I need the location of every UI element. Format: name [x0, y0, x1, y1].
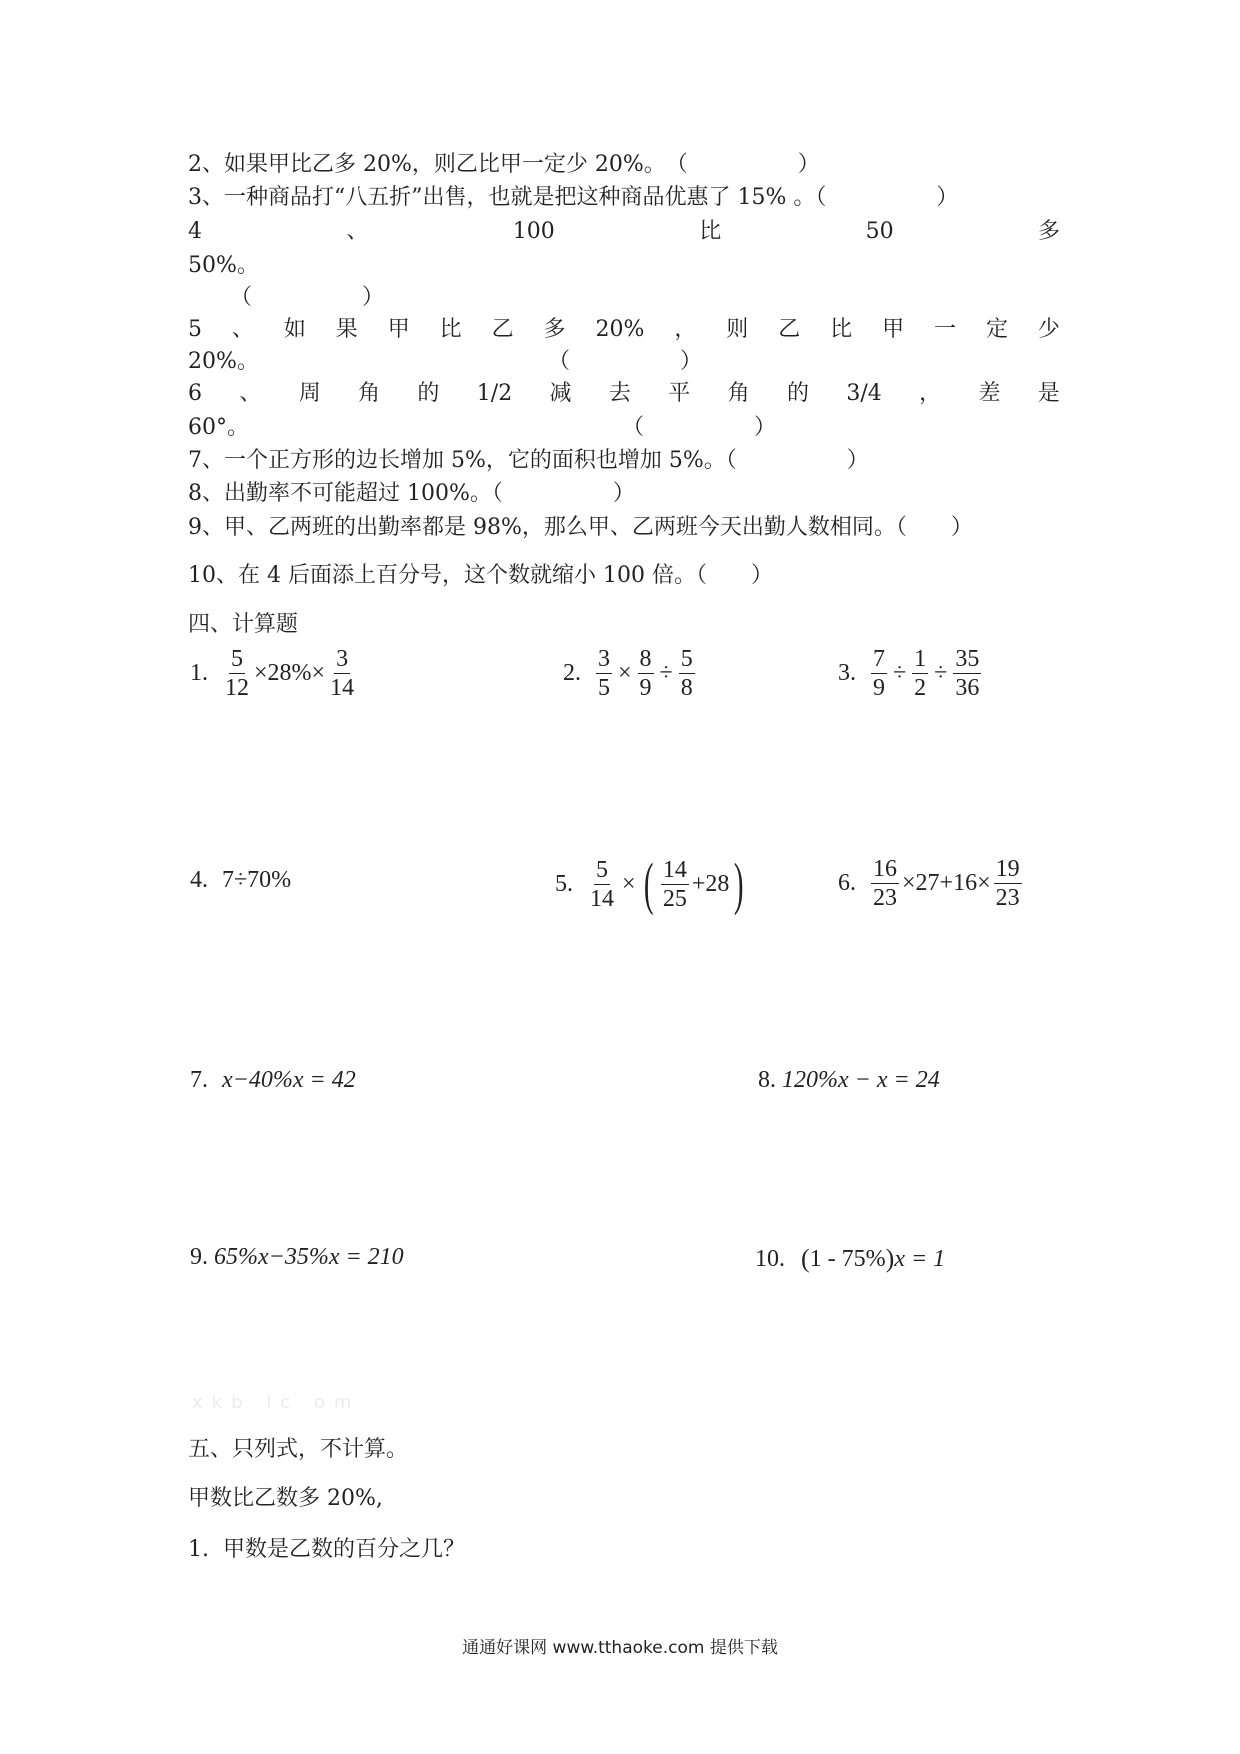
- fraction: [912, 645, 928, 702]
- numerator: 16: [873, 856, 897, 882]
- judgement-q4-line: [188, 217, 1060, 247]
- problem-label: 3.: [838, 660, 856, 686]
- judgement-q6-paren: （ ）: [622, 415, 777, 440]
- q6-part: 减: [549, 381, 572, 406]
- problem-label: 9.: [190, 1244, 208, 1270]
- operator: ÷: [893, 660, 907, 686]
- q6-part: 平: [668, 381, 691, 406]
- paren-inner: 1 - 75%: [809, 1245, 886, 1272]
- listing-heading: 五、只列式，不计算。: [188, 1437, 409, 1462]
- problem-label: 5.: [555, 870, 573, 897]
- q6-part: 的: [417, 381, 440, 406]
- q4-part: 比: [699, 219, 722, 244]
- q6-part: ，: [919, 381, 942, 406]
- judgement-q10: 10、在 4 后面添上百分号，这个数就缩小 100 倍。（ ）: [188, 563, 773, 588]
- equation: x−40%x = 42: [222, 1067, 356, 1093]
- q6-part: 去: [608, 381, 631, 406]
- q4-part: 4: [188, 219, 202, 244]
- equation: 120%x − x = 24: [782, 1067, 940, 1093]
- calc-problem-4: [190, 867, 291, 894]
- judgement-q6-line: [188, 379, 1060, 409]
- problem-label: 7.: [190, 1067, 208, 1093]
- calc-heading: 四、计算题: [188, 612, 299, 637]
- q4-part: 、: [346, 219, 369, 244]
- fraction: [953, 645, 981, 702]
- numerator: 5: [680, 646, 693, 672]
- judgement-q5-paren: （ ）: [548, 349, 703, 374]
- operator: ×: [618, 660, 632, 686]
- denominator: 8: [680, 675, 693, 701]
- equation: 65%x−35%x = 210: [214, 1244, 404, 1270]
- fraction: [871, 855, 899, 912]
- q6-part: 角: [358, 381, 381, 406]
- judgement-q3: 3、一种商品打“八五折”出售，也就是把这种商品优惠了 15% 。（ ）: [188, 185, 959, 210]
- q6-part: 1/2: [476, 381, 513, 406]
- denominator: 25: [662, 885, 687, 912]
- judgement-q8: 8、出勤率不可能超过 100%。（ ）: [188, 481, 635, 506]
- calc-problem-2: [563, 645, 698, 702]
- denominator: 23: [873, 885, 897, 911]
- left-paren-icon: (: [643, 851, 654, 916]
- fraction: [871, 645, 887, 702]
- q4-part: 100: [512, 219, 555, 244]
- problem-label: 6.: [838, 870, 856, 896]
- expression-tail: +28: [691, 870, 730, 897]
- problem-label: 8.: [758, 1067, 776, 1093]
- q5-part: 定: [985, 317, 1008, 342]
- expression: 7÷70%: [222, 867, 292, 893]
- denominator: 9: [639, 675, 652, 701]
- equation-tail: x = 1: [894, 1245, 946, 1272]
- problem-label: 1.: [190, 660, 208, 686]
- q5-part: 5: [188, 317, 202, 342]
- q5-part: 果: [335, 317, 358, 342]
- q5-part: 20%: [595, 317, 645, 342]
- q6-part: 的: [786, 381, 809, 406]
- problem-label: 2.: [563, 660, 581, 686]
- fraction: [328, 645, 356, 702]
- denominator: 2: [914, 675, 927, 701]
- q6-part: 6: [188, 381, 202, 406]
- q6-part: 3/4: [846, 381, 882, 406]
- q5-part: 甲: [882, 317, 905, 342]
- denominator: 14: [590, 885, 614, 912]
- denominator: 14: [330, 675, 355, 701]
- right-paren-icon: ): [885, 1244, 895, 1273]
- calc-problem-1: [190, 645, 359, 702]
- operator: ÷: [659, 660, 673, 686]
- q5-part: 乙: [778, 317, 801, 342]
- numerator: 19: [995, 856, 1020, 882]
- numerator: 5: [596, 856, 608, 883]
- q6-part: 、: [239, 381, 262, 406]
- calc-problem-5: [555, 851, 749, 916]
- q5-part: 甲: [387, 317, 410, 342]
- left-paren-icon: (: [801, 1244, 810, 1273]
- q6-part: 是: [1037, 381, 1060, 406]
- judgement-q7: 7、一个正方形的边长增加 5%，它的面积也增加 5%。（ ）: [188, 448, 869, 473]
- fraction: [223, 645, 251, 702]
- denominator: 5: [598, 675, 610, 701]
- numerator: 7: [873, 646, 885, 672]
- q6-part: 周: [298, 381, 321, 406]
- numerator: 35: [955, 646, 980, 672]
- judgement-q9: 9、甲、乙两班的出勤率都是 98%，那么甲、乙两班今天出勤人数相同。（ ）: [188, 515, 973, 540]
- listing-question-1: 1. 甲数是乙数的百分之几？: [188, 1537, 465, 1562]
- fraction: [661, 856, 689, 913]
- numerator: 5: [231, 646, 243, 672]
- judgement-q2: 2、如果甲比乙多 20%，则乙比甲一定少 20%。 （ ）: [188, 152, 820, 177]
- q5-part: 则: [726, 317, 749, 342]
- numerator: 1: [914, 646, 927, 672]
- q6-part: 差: [978, 381, 1001, 406]
- operator-text: ×27+16×: [902, 870, 991, 896]
- q5-part: 如: [283, 317, 306, 342]
- q5-part: 乙: [491, 317, 514, 342]
- numerator: 3: [598, 646, 610, 672]
- numerator: 14: [662, 856, 687, 883]
- calc-problem-10: [755, 1244, 945, 1274]
- calc-problem-6: [838, 855, 1025, 912]
- denominator: 23: [995, 885, 1020, 911]
- footer: 通通好课网 www.tthaoke.com 提供下载: [462, 1638, 778, 1658]
- q5-part: 一: [934, 317, 957, 342]
- fraction: [638, 645, 654, 702]
- q5-part: ，: [674, 317, 697, 342]
- judgement-q5-tail: 20%。: [188, 349, 259, 374]
- watermark: xkb lc om: [192, 1392, 361, 1413]
- calc-problem-7: [190, 1067, 356, 1094]
- denominator: 36: [955, 675, 980, 701]
- calc-problem-3: [838, 645, 984, 702]
- q5-part: 、: [231, 317, 254, 342]
- operator: ÷: [934, 660, 948, 686]
- q4-part: 多: [1037, 219, 1060, 244]
- judgement-q4-paren: （ ）: [230, 285, 385, 310]
- q6-part: 角: [727, 381, 750, 406]
- listing-premise: 甲数比乙数多 20%,: [188, 1486, 383, 1511]
- problem-label: 10.: [755, 1245, 785, 1272]
- q4-part: 50: [865, 219, 894, 244]
- calc-problem-8: [758, 1067, 940, 1094]
- q5-part: 多: [543, 317, 566, 342]
- fraction: [994, 855, 1022, 912]
- fraction: [596, 645, 612, 702]
- q5-part: 少: [1037, 317, 1060, 342]
- problem-label: 4.: [190, 867, 208, 893]
- q5-part: 比: [439, 317, 462, 342]
- numerator: 8: [639, 646, 652, 672]
- judgement-q4-tail: 50%。: [188, 253, 259, 278]
- denominator: 12: [225, 675, 249, 701]
- operator-text: ×28%×: [254, 660, 326, 686]
- numerator: 3: [336, 646, 349, 672]
- calc-problem-9: [190, 1244, 404, 1271]
- fraction: [679, 645, 695, 702]
- right-paren-icon: ): [734, 851, 744, 916]
- operator: ×: [622, 870, 636, 897]
- fraction: [588, 856, 616, 913]
- judgement-q6-tail: 60°。: [188, 415, 249, 440]
- q5-part: 比: [830, 317, 853, 342]
- denominator: 9: [873, 675, 885, 701]
- judgement-q5-line: [188, 315, 1060, 345]
